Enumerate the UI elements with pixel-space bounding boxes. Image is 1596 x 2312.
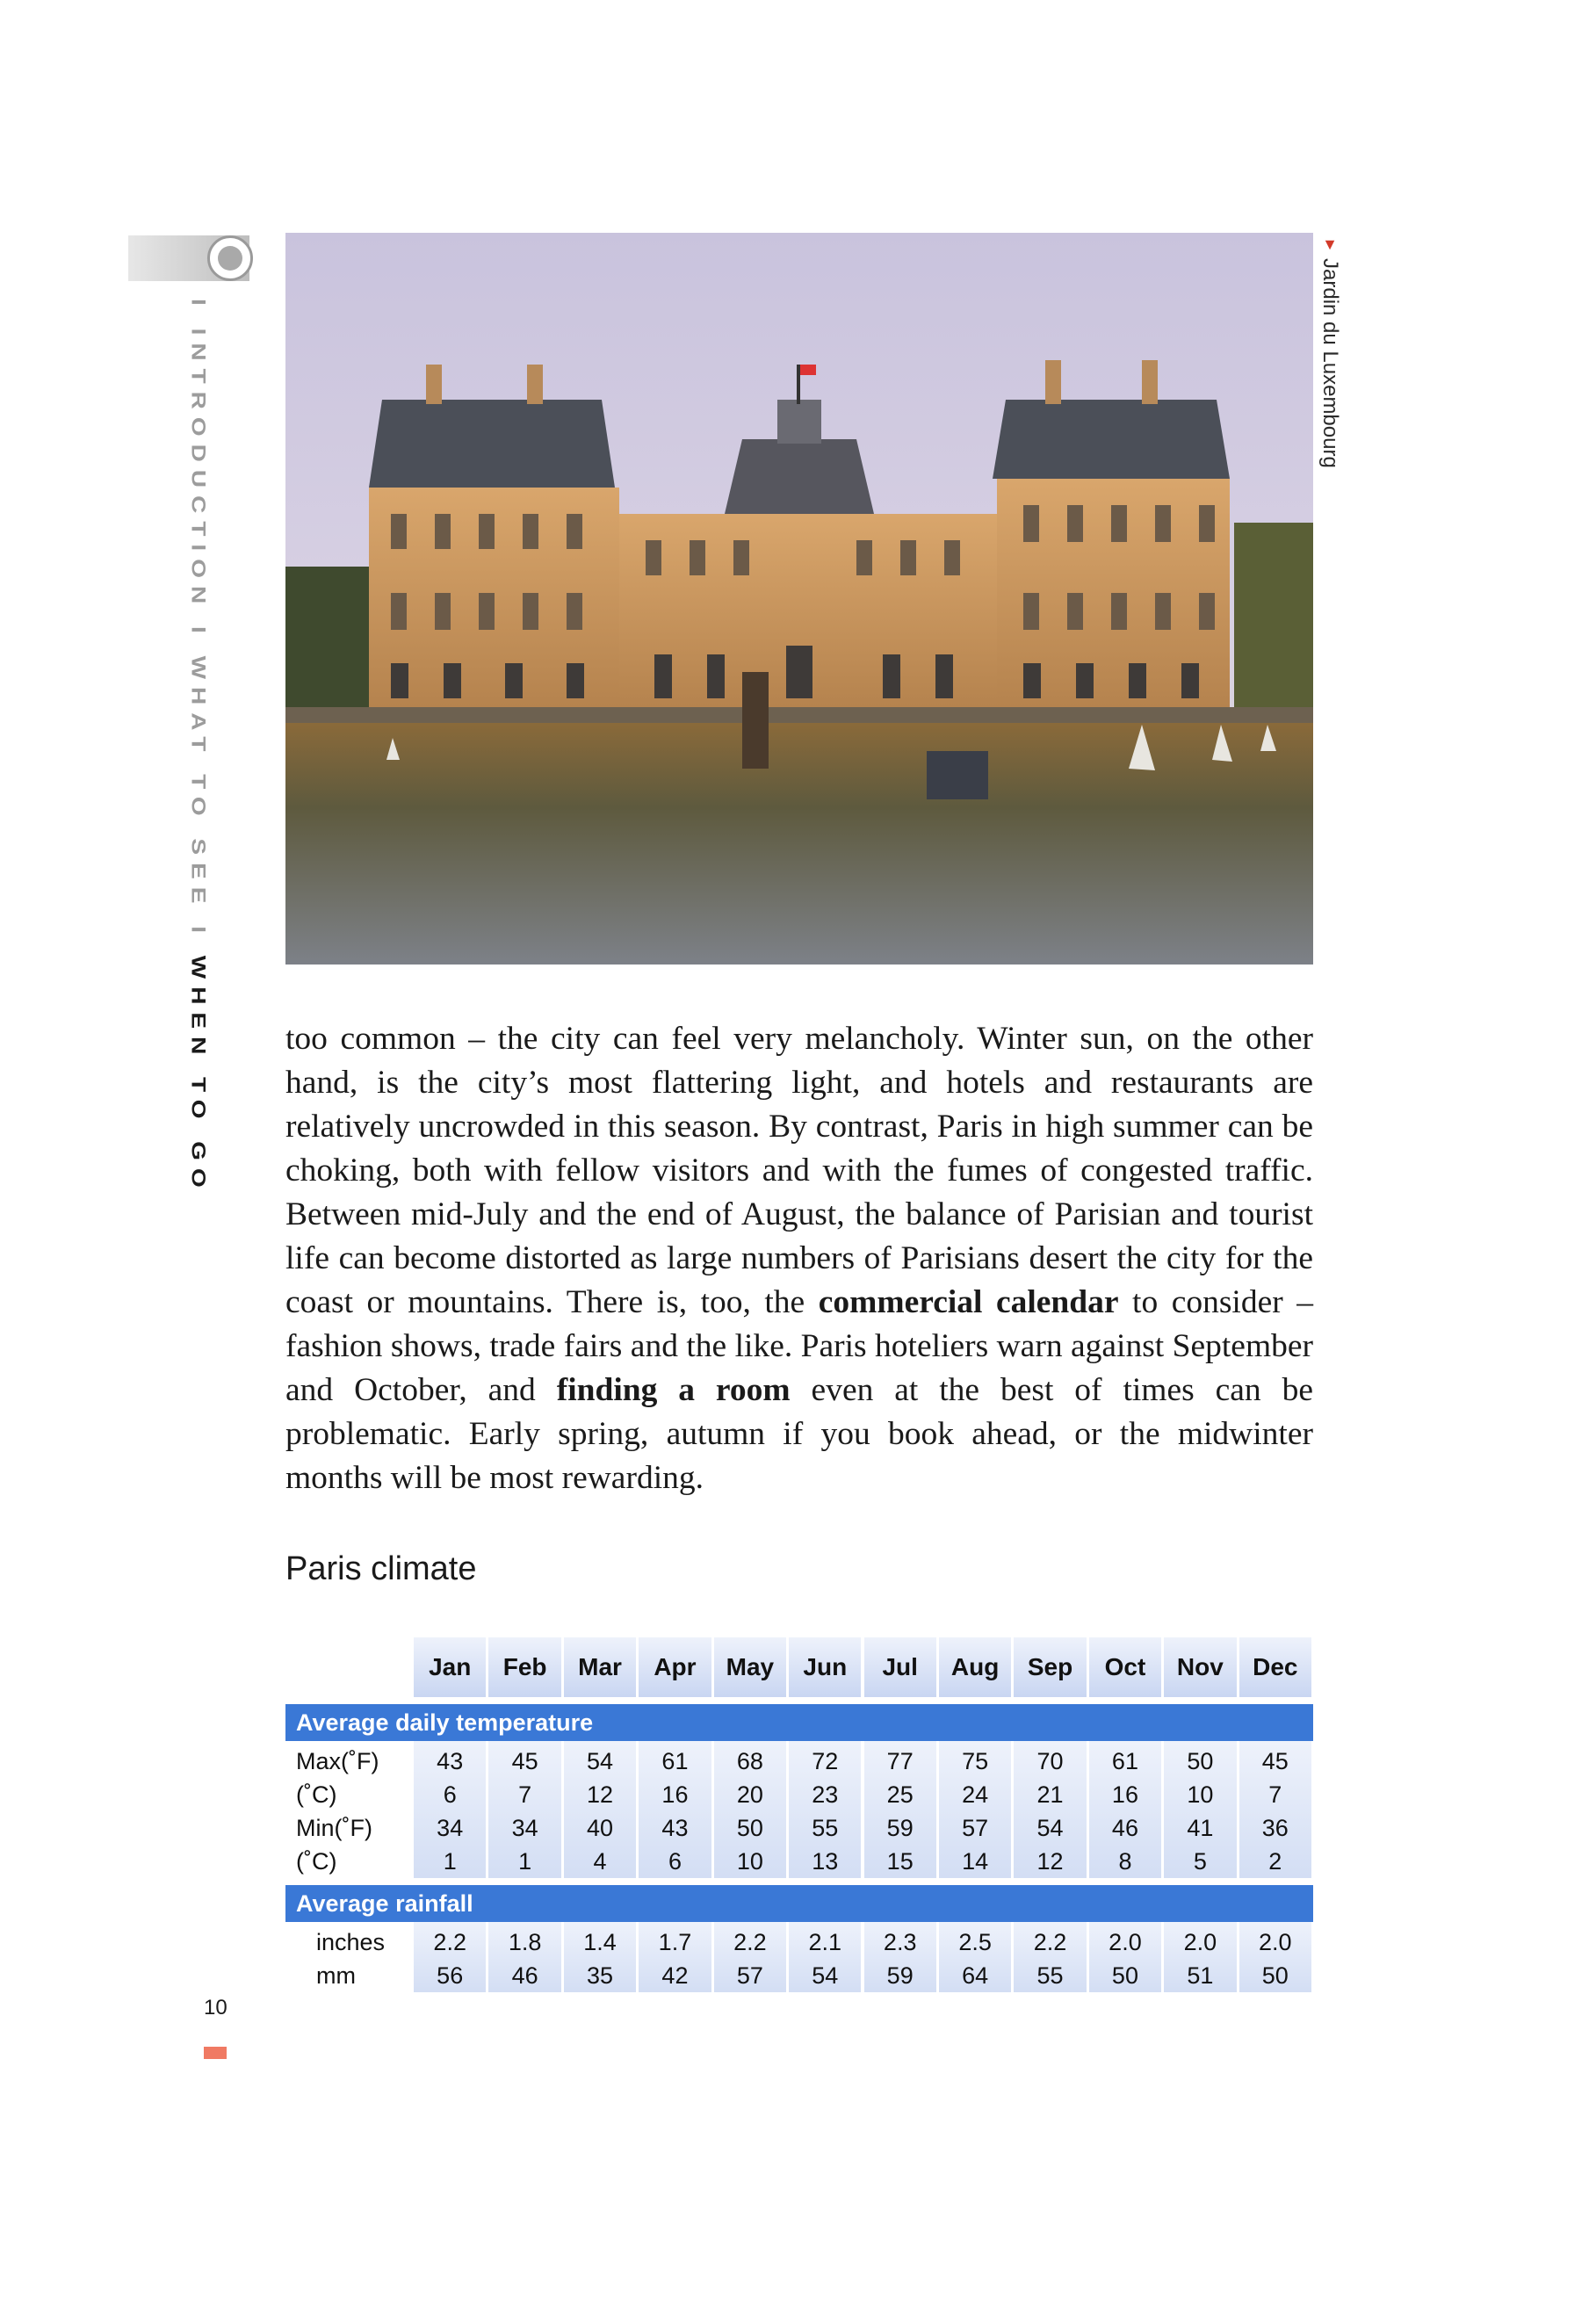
table-cell: 1 [443, 1847, 457, 1875]
month-header-cell: Apr [639, 1637, 711, 1697]
row-label: mm [316, 1962, 356, 1989]
table-cell: 43 [661, 1814, 689, 1841]
table-cell: 20 [736, 1781, 763, 1808]
row-label: Max(˚F) [296, 1747, 379, 1774]
table-row [285, 1845, 1313, 1878]
table-cell: 10 [1187, 1781, 1214, 1808]
table-cell: 50 [1261, 1962, 1289, 1989]
month-header-cell: Mar [564, 1637, 636, 1697]
table-cell: 34 [511, 1814, 538, 1841]
table-cell: 72 [812, 1747, 839, 1774]
climate-title: Paris climate [285, 1550, 477, 1587]
section-data [285, 1745, 1313, 1878]
table-cell: 55 [812, 1814, 839, 1841]
running-head-separator: I [187, 611, 209, 656]
table-cell: 2 [1268, 1847, 1282, 1875]
table-cell: 6 [443, 1781, 457, 1808]
table-cell: 7 [518, 1781, 532, 1808]
table-cell: 77 [886, 1747, 914, 1774]
table-cell: 46 [511, 1962, 538, 1989]
side-tab-circle-icon [207, 235, 253, 281]
table-cell: 50 [736, 1814, 763, 1841]
table-cell: 50 [1111, 1962, 1138, 1989]
body-emphasis: commercial calendar [818, 1284, 1119, 1320]
table-cell: 15 [886, 1847, 914, 1875]
table-cell: 34 [437, 1814, 464, 1841]
table-row [285, 1925, 1313, 1959]
table-cell: 59 [886, 1814, 914, 1841]
row-label: (˚C) [296, 1847, 337, 1875]
body-text [285, 1017, 1313, 1500]
month-header-cell: Jan [414, 1637, 486, 1697]
month-header-cell: Sep [1014, 1637, 1086, 1697]
month-header-cell: Oct [1089, 1637, 1161, 1697]
table-cell: 1.8 [508, 1928, 542, 1955]
table-cell: 45 [511, 1747, 538, 1774]
table-row [285, 1745, 1313, 1778]
table-cell: 7 [1268, 1781, 1282, 1808]
photo-caption [1318, 235, 1342, 468]
table-cell: 42 [661, 1962, 689, 1989]
table-cell: 2.0 [1109, 1928, 1142, 1955]
page-marker [204, 2047, 227, 2059]
table-cell: 2.3 [883, 1928, 917, 1955]
table-cell: 2.0 [1183, 1928, 1217, 1955]
climate-table [285, 1637, 1313, 1992]
table-cell: 2.5 [958, 1928, 992, 1955]
table-cell: 54 [812, 1962, 839, 1989]
table-cell: 36 [1261, 1814, 1289, 1841]
table-cell: 5 [1193, 1847, 1207, 1875]
running-head [187, 299, 209, 1196]
table-cell: 2.2 [1033, 1928, 1067, 1955]
table-cell: 45 [1261, 1747, 1289, 1774]
body-text-run: even at the best of times can be problematic. Early spring, autumn if you book ahead, or the midwinter months will be most rewarding. [285, 1372, 1313, 1496]
table-cell: 59 [886, 1962, 914, 1989]
table-cell: 2.0 [1259, 1928, 1292, 1955]
section-data [285, 1925, 1313, 1992]
caption-marker-icon: ▼ [1321, 235, 1339, 253]
table-cell: 23 [812, 1781, 839, 1808]
month-header-cell: Dec [1239, 1637, 1311, 1697]
month-header-cell: May [714, 1637, 786, 1697]
photo-jardin-du-luxembourg [285, 233, 1313, 965]
table-cell: 41 [1187, 1814, 1214, 1841]
table-cell: 2.2 [733, 1928, 767, 1955]
table-cell: 1 [518, 1847, 532, 1875]
table-cell: 16 [1111, 1781, 1138, 1808]
row-label: inches [316, 1928, 386, 1955]
table-cell: 24 [962, 1781, 989, 1808]
table-cell: 43 [437, 1747, 464, 1774]
table-cell: 8 [1118, 1847, 1132, 1875]
table-cell: 70 [1036, 1747, 1064, 1774]
table-cell: 21 [1036, 1781, 1064, 1808]
running-head-part: WHEN TO GO [187, 955, 209, 1196]
table-cell: 4 [593, 1847, 607, 1875]
month-header-cell: Aug [939, 1637, 1011, 1697]
table-cell: 10 [736, 1847, 763, 1875]
month-header-cell: Jun [789, 1637, 861, 1697]
table-cell: 54 [1036, 1814, 1064, 1841]
table-cell: 75 [962, 1747, 989, 1774]
table-cell: 57 [736, 1962, 763, 1989]
section-heading: Average daily temperature [285, 1704, 1313, 1741]
table-cell: 46 [1111, 1814, 1138, 1841]
table-cell: 25 [886, 1781, 914, 1808]
table-cell: 55 [1036, 1962, 1064, 1989]
table-cell: 61 [661, 1747, 689, 1774]
table-cell: 40 [587, 1814, 614, 1841]
table-row [285, 1811, 1313, 1845]
running-head-separator: I [187, 911, 209, 956]
row-label: Min(˚F) [296, 1814, 372, 1841]
table-cell: 2.2 [433, 1928, 466, 1955]
table-row [285, 1959, 1313, 1992]
body-text-run: too common – the city can feel very melancholy. Winter sun, on the other hand, is the city’s most flattering light, and hotels and restaurants are relatively uncrowded in this season. By contrast, Paris in high summer can be choking, both with fellow visitors and with the fumes of congested traffic. Between mid-July and the end of August, the balance of Parisian and tourist life can become distorted as large numbers of Parisians desert the city for the coast or mountains. There is, too, the [285, 1021, 1313, 1320]
body-paragraph [285, 1017, 1313, 1500]
month-header-cell: Nov [1164, 1637, 1236, 1697]
section-heading: Average rainfall [285, 1885, 1313, 1922]
table-cell: 14 [962, 1847, 989, 1875]
month-header-cell: Jul [864, 1637, 936, 1697]
row-label: (˚C) [296, 1781, 337, 1808]
table-cell: 2.1 [808, 1928, 842, 1955]
table-cell: 35 [587, 1962, 614, 1989]
table-cell: 61 [1111, 1747, 1138, 1774]
running-head-part: INTRODUCTION [187, 328, 209, 612]
table-cell: 1.7 [658, 1928, 692, 1955]
body-emphasis: finding a room [556, 1372, 791, 1408]
table-cell: 13 [812, 1847, 839, 1875]
running-head-part: WHAT TO SEE [187, 655, 209, 912]
table-cell: 1.4 [583, 1928, 617, 1955]
table-cell: 57 [962, 1814, 989, 1841]
month-header-cell: Feb [488, 1637, 560, 1697]
month-header-row [285, 1637, 1313, 1697]
table-cell: 50 [1187, 1747, 1214, 1774]
table-cell: 16 [661, 1781, 689, 1808]
table-cell: 56 [437, 1962, 464, 1989]
table-cell: 64 [962, 1962, 989, 1989]
running-head-separator: I [187, 299, 209, 329]
body-text-run: to consider – fashion shows, trade fairs and the like. Paris hoteliers warn against September and October, and [285, 1284, 1313, 1408]
caption-text: Jardin du Luxembourg [1318, 258, 1342, 468]
table-cell: 6 [668, 1847, 682, 1875]
table-row [285, 1778, 1313, 1811]
table-cell: 51 [1187, 1962, 1214, 1989]
table-cell: 54 [587, 1747, 614, 1774]
table-cell: 12 [1036, 1847, 1064, 1875]
page-number: 10 [204, 1996, 227, 2019]
table-cell: 68 [736, 1747, 763, 1774]
table-cell: 12 [587, 1781, 614, 1808]
